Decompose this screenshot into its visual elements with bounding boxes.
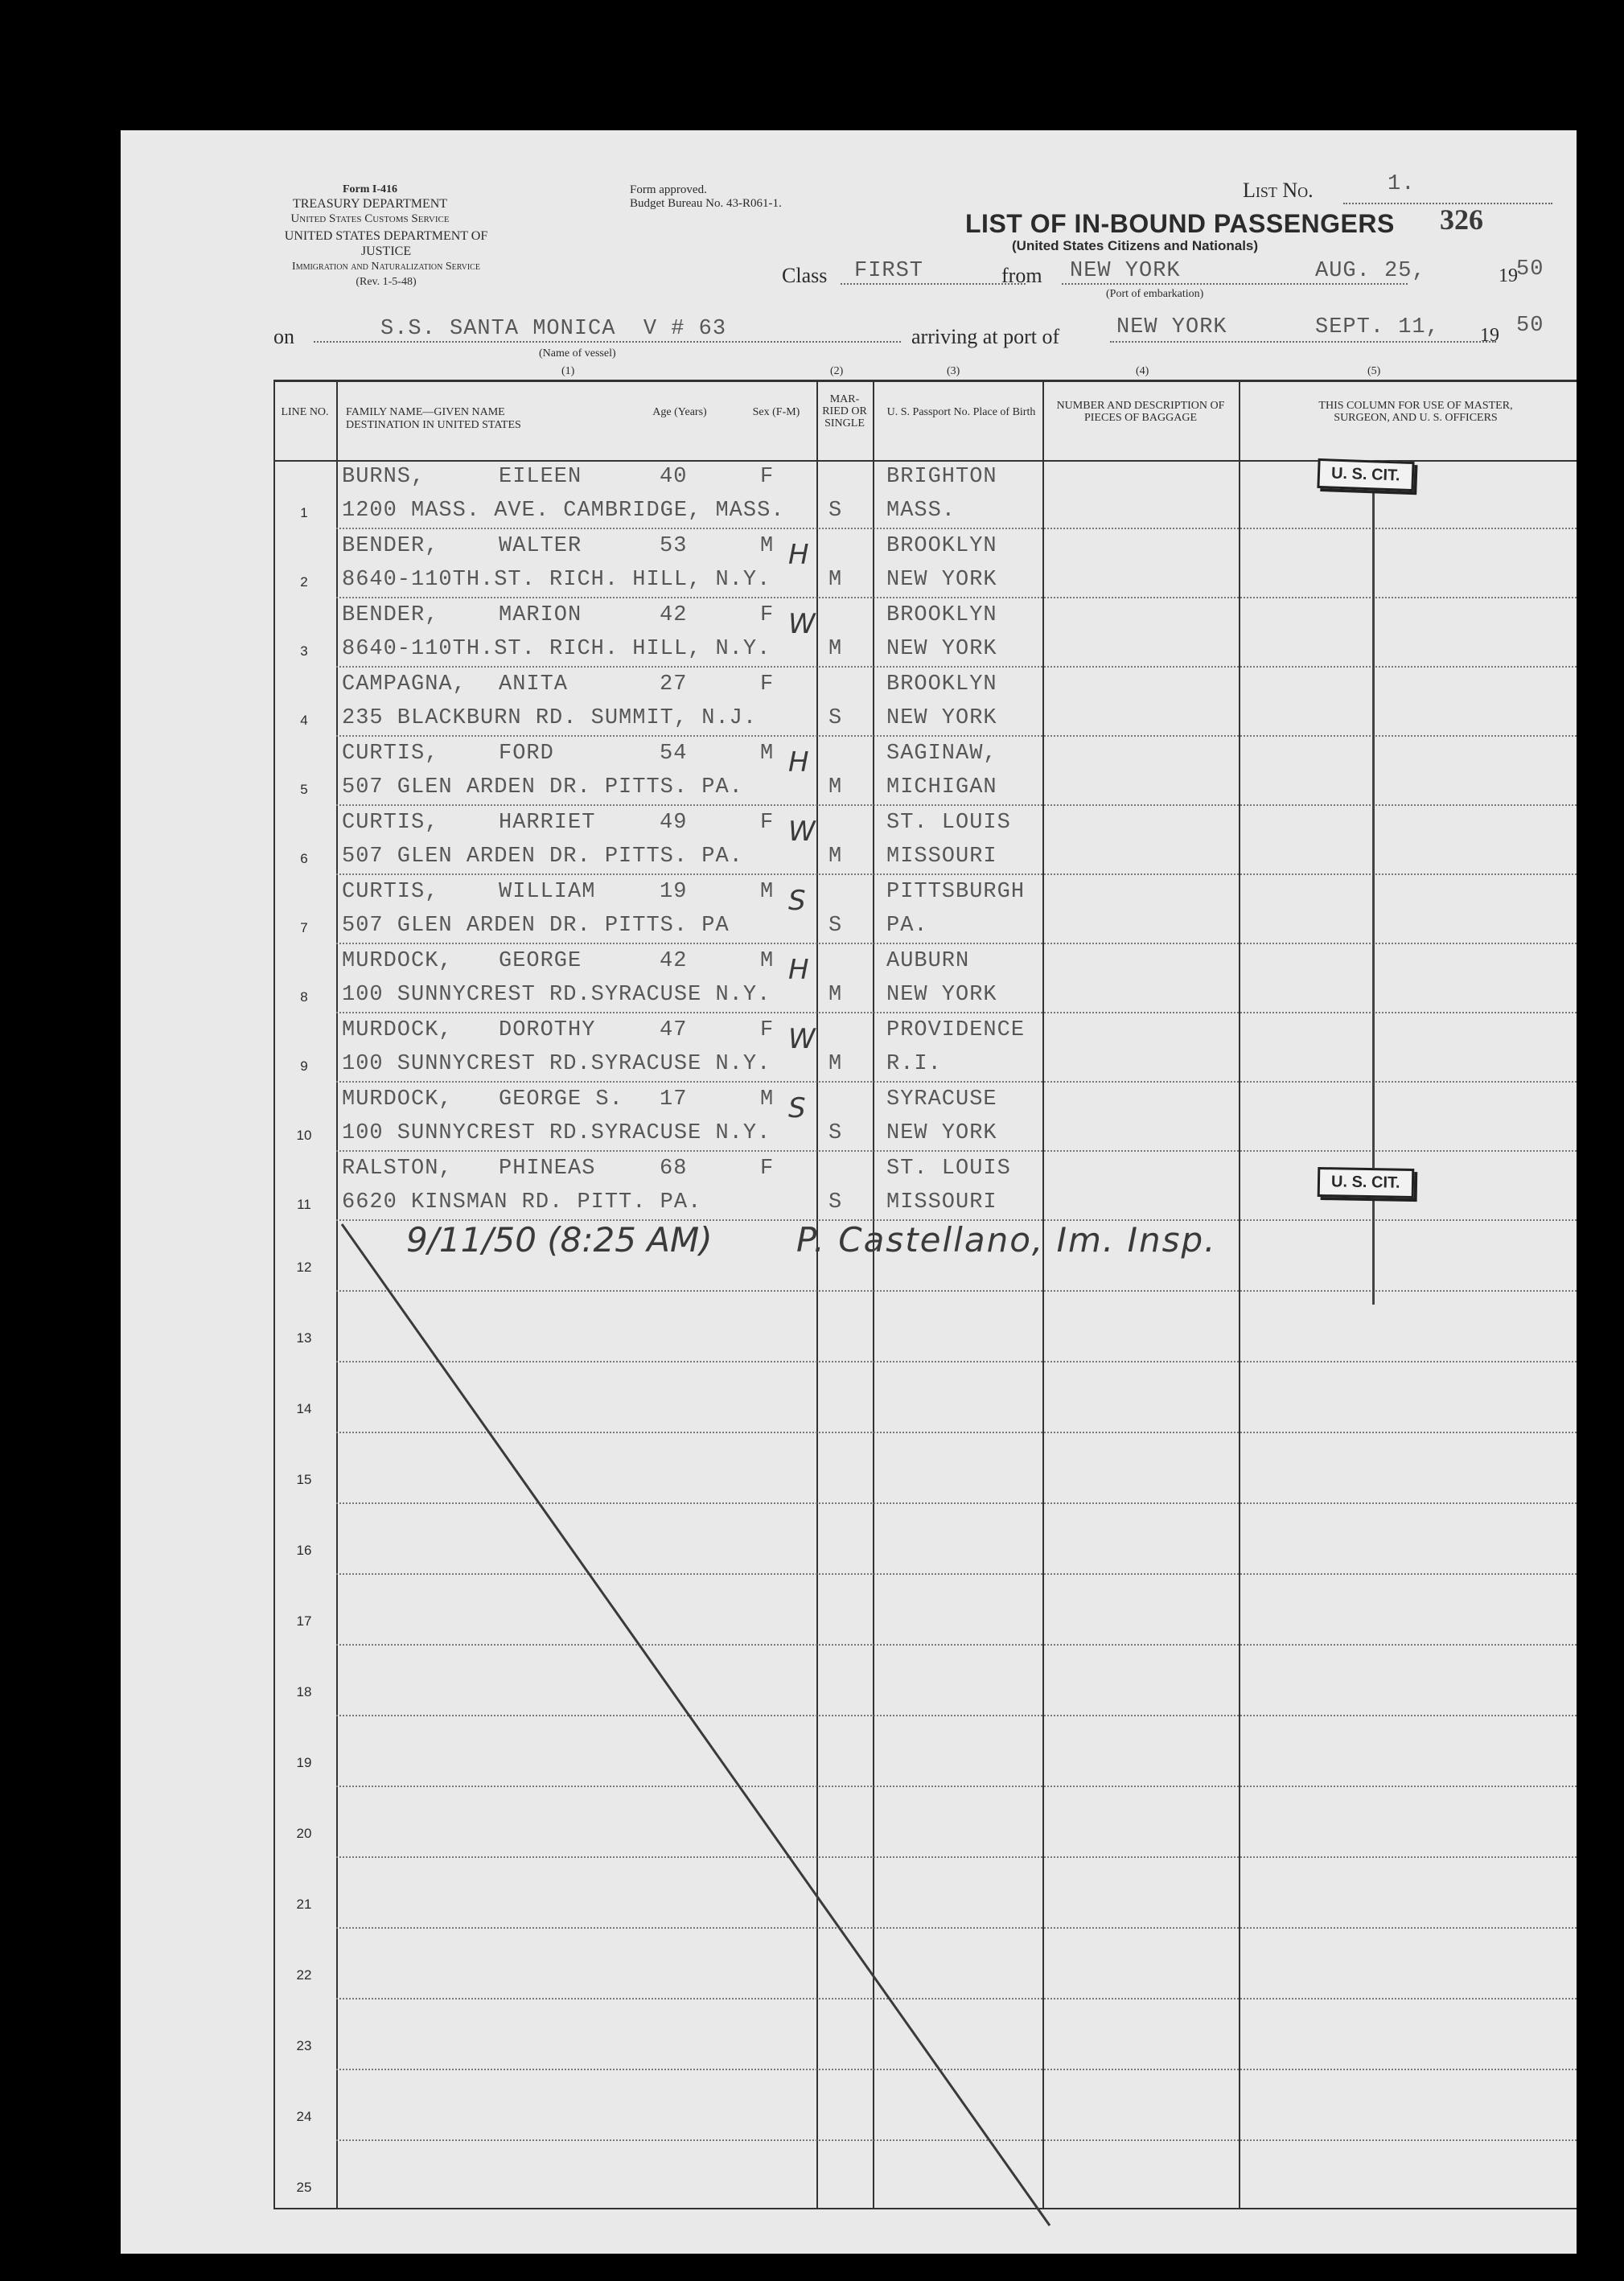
destination: 1200 MASS. AVE. CAMBRIDGE, MASS.	[342, 499, 785, 523]
age: 53	[660, 534, 688, 558]
page-subtitle: (United States Citizens and Nationals)	[1012, 238, 1259, 253]
list-no-value: 1.	[1388, 172, 1416, 196]
relationship-mark: W	[788, 608, 816, 640]
given-name: WILLIAM	[499, 880, 596, 904]
given-name: ANITA	[499, 672, 569, 697]
line-number: 1	[300, 505, 308, 520]
birthplace-city: BROOKLYN	[886, 672, 997, 697]
marital-status: S	[828, 914, 843, 938]
family-name: MURDOCK,	[342, 949, 453, 973]
on-label: on	[273, 325, 294, 348]
col-num-2: (2)	[830, 365, 844, 377]
birthplace-state: MICHIGAN	[886, 775, 997, 799]
sex: M	[760, 742, 775, 766]
birthplace-city: SYRACUSE	[886, 1087, 997, 1112]
form-approved: Form approved.	[630, 183, 707, 196]
age: 54	[660, 742, 688, 766]
col-num-3: (3)	[947, 365, 960, 377]
line-number: 16	[296, 1543, 312, 1558]
citizen-stamp-bottom: U. S. CIT.	[1318, 1167, 1414, 1198]
list-no-label: List No.	[1243, 179, 1314, 202]
family-name: CURTIS,	[342, 811, 439, 835]
budget-bureau: Budget Bureau No. 43-R061-1.	[630, 197, 782, 210]
embark-caption: (Port of embarkation)	[1106, 288, 1204, 300]
birthplace-state: PA.	[886, 914, 928, 938]
birthplace-state: NEW YORK	[886, 568, 997, 592]
col-num-1: (1)	[561, 365, 575, 377]
arrival-date: SEPT. 11,	[1315, 315, 1440, 339]
birthplace-state: NEW YORK	[886, 1121, 997, 1145]
line-number: 22	[296, 1967, 312, 1983]
line-number: 8	[300, 989, 308, 1005]
age: 42	[660, 603, 688, 627]
form-number: Form I-416	[342, 183, 398, 195]
line-number: 17	[296, 1613, 312, 1629]
family-name: MURDOCK,	[342, 1018, 453, 1042]
line-number: 14	[296, 1401, 312, 1416]
inspection-datetime: 9/11/50 (8:25 AM)	[406, 1220, 713, 1260]
col-age: Age (Years)	[652, 406, 707, 418]
line-number: 4	[300, 713, 308, 728]
birthplace-city: ST. LOUIS	[886, 811, 1011, 835]
marital-status: S	[828, 499, 843, 523]
age: 42	[660, 949, 688, 973]
age: 19	[660, 880, 688, 904]
destination: 100 SUNNYCREST RD.SYRACUSE N.Y.	[342, 1052, 771, 1076]
line-number: 19	[296, 1755, 312, 1770]
age: 49	[660, 811, 688, 835]
line-number: 25	[296, 2180, 312, 2195]
line-number: 5	[300, 782, 308, 797]
sex: F	[760, 1018, 775, 1042]
family-name: RALSTON,	[342, 1157, 453, 1181]
family-name: MURDOCK,	[342, 1087, 453, 1112]
age: 17	[660, 1087, 688, 1112]
cancel-line	[342, 1224, 1050, 2226]
family-name: BURNS,	[342, 465, 426, 489]
depart-date: AUG. 25,	[1315, 259, 1426, 283]
line-number: 18	[296, 1684, 312, 1699]
col-name: FAMILY NAME—GIVEN NAME	[346, 406, 505, 418]
revision-label: (Rev. 1-5-48)	[356, 276, 417, 288]
sex: M	[760, 949, 775, 973]
destination: 507 GLEN ARDEN DR. PITTS. PA	[342, 914, 730, 938]
birthplace-state: NEW YORK	[886, 983, 997, 1007]
birthplace-city: BRIGHTON	[886, 465, 997, 489]
destination: 507 GLEN ARDEN DR. PITTS. PA.	[342, 775, 743, 799]
birthplace-city: PITTSBURGH	[886, 880, 1026, 904]
col-married: MAR-RIED OR SINGLE	[822, 393, 867, 429]
given-name: DOROTHY	[499, 1018, 596, 1042]
manifest-sheet	[121, 130, 1577, 2254]
sex: M	[760, 1087, 775, 1112]
class-label: Class	[782, 264, 828, 287]
sex: F	[760, 811, 775, 835]
given-name: PHINEAS	[499, 1157, 596, 1181]
sex: F	[760, 603, 775, 627]
col-passport: U. S. Passport No. Place of Birth	[886, 406, 1036, 418]
destination: 100 SUNNYCREST RD.SYRACUSE N.Y.	[342, 983, 771, 1007]
given-name: EILEEN	[499, 465, 582, 489]
col-num-4: (4)	[1136, 365, 1149, 377]
marital-status: M	[828, 1052, 843, 1076]
arrival-port: NEW YORK	[1116, 315, 1227, 339]
col-destination: DESTINATION IN UNITED STATES	[346, 419, 521, 431]
given-name: HARRIET	[499, 811, 596, 835]
birthplace-state: NEW YORK	[886, 706, 997, 730]
relationship-mark: S	[788, 885, 806, 917]
line-number: 15	[296, 1472, 312, 1487]
given-name: GEORGE	[499, 949, 582, 973]
family-name: CAMPAGNA,	[342, 672, 467, 697]
cancel-slash	[121, 130, 1577, 2254]
vessel-caption: (Name of vessel)	[539, 347, 616, 360]
birthplace-state: MISSOURI	[886, 845, 997, 869]
destination: 8640-110TH.ST. RICH. HILL, N.Y.	[342, 637, 771, 661]
line-number: 6	[300, 851, 308, 866]
class-value: FIRST	[854, 259, 924, 283]
given-name: GEORGE S.	[499, 1087, 623, 1112]
birthplace-city: ST. LOUIS	[886, 1157, 1011, 1181]
line-number: 11	[297, 1197, 311, 1212]
marital-status: S	[828, 706, 843, 730]
from-value: NEW YORK	[1070, 259, 1181, 283]
from-label: from	[1001, 264, 1042, 287]
birthplace-city: AUBURN	[886, 949, 970, 973]
marital-status: M	[828, 637, 843, 661]
relationship-mark: H	[788, 746, 809, 779]
birthplace-city: PROVIDENCE	[886, 1018, 1026, 1042]
arriving-label: arriving at port of	[911, 325, 1060, 348]
age: 40	[660, 465, 688, 489]
given-name: FORD	[499, 742, 554, 766]
relationship-mark: H	[788, 954, 809, 986]
age: 68	[660, 1157, 688, 1181]
birthplace-city: SAGINAW,	[886, 742, 997, 766]
line-number: 3	[300, 643, 308, 659]
line-number: 13	[296, 1330, 312, 1346]
line-number: 9	[300, 1058, 308, 1074]
line-number: 24	[296, 2109, 312, 2124]
family-name: CURTIS,	[342, 742, 439, 766]
arrival-year: 50	[1516, 314, 1544, 338]
marital-status: S	[828, 1121, 843, 1145]
relationship-mark: H	[788, 539, 809, 571]
marital-status: S	[828, 1190, 843, 1214]
line-number: 21	[296, 1897, 312, 1912]
justice-label: UNITED STATES DEPARTMENT OF JUSTICE	[284, 229, 488, 258]
line-number: 23	[296, 2038, 312, 2053]
line-number: 12	[296, 1260, 312, 1275]
destination: 507 GLEN ARDEN DR. PITTS. PA.	[342, 845, 743, 869]
family-name: BENDER,	[342, 534, 439, 558]
age: 27	[660, 672, 688, 697]
citizen-stamp-top: U. S. CIT.	[1317, 458, 1414, 491]
sex: F	[760, 1157, 775, 1181]
col-officers: THIS COLUMN FOR USE OF MASTER, SURGEON, AND U. S. OFFICERS	[1318, 400, 1513, 424]
depart-year: 50	[1516, 257, 1544, 282]
given-name: MARION	[499, 603, 582, 627]
col-baggage: NUMBER AND DESCRIPTION OF PIECES OF BAGGAGE	[1056, 400, 1225, 424]
treasury-label: TREASURY DEPARTMENT	[292, 197, 448, 211]
depart-year-prefix: 19	[1499, 265, 1518, 286]
birthplace-city: BROOKLYN	[886, 603, 997, 627]
family-name: CURTIS,	[342, 880, 439, 904]
sex: F	[760, 672, 775, 697]
page-title: LIST OF IN-BOUND PASSENGERS	[965, 209, 1395, 238]
marital-status: M	[828, 845, 843, 869]
family-name: BENDER,	[342, 603, 439, 627]
inspector-signature: P. Castellano, Im. Insp.	[796, 1220, 1217, 1260]
page-number: 326	[1440, 203, 1483, 236]
marital-status: M	[828, 983, 843, 1007]
arrival-year-prefix: 19	[1480, 325, 1499, 346]
relationship-mark: S	[788, 1092, 806, 1124]
line-number: 7	[300, 920, 308, 935]
given-name: WALTER	[499, 534, 582, 558]
line-number: 2	[300, 574, 308, 590]
sex: M	[760, 880, 775, 904]
destination: 8640-110TH.ST. RICH. HILL, N.Y.	[342, 568, 771, 592]
relationship-mark: W	[788, 1023, 816, 1055]
sex: F	[760, 465, 775, 489]
relationship-mark: W	[788, 816, 816, 848]
marital-status: M	[828, 568, 843, 592]
birthplace-state: NEW YORK	[886, 637, 997, 661]
ins-label: Immigration and Naturalization Service	[292, 261, 480, 273]
customs-label: United States Customs Service	[290, 212, 450, 225]
col-line-no: LINE NO.	[281, 406, 329, 418]
col-num-5: (5)	[1367, 365, 1381, 377]
vessel-name: S.S. SANTA MONICA V # 63	[380, 317, 727, 341]
line-number: 10	[296, 1128, 312, 1143]
col-sex: Sex (F-M)	[752, 406, 800, 418]
birthplace-city: BROOKLYN	[886, 534, 997, 558]
birthplace-state: MISSOURI	[886, 1190, 997, 1214]
sex: M	[760, 534, 775, 558]
birthplace-state: R.I.	[886, 1052, 942, 1076]
destination: 6620 KINSMAN RD. PITT. PA.	[342, 1190, 702, 1214]
age: 47	[660, 1018, 688, 1042]
marital-status: M	[828, 775, 843, 799]
birthplace-state: MASS.	[886, 499, 956, 523]
line-number: 20	[296, 1826, 312, 1841]
destination: 235 BLACKBURN RD. SUMMIT, N.J.	[342, 706, 758, 730]
destination: 100 SUNNYCREST RD.SYRACUSE N.Y.	[342, 1121, 771, 1145]
